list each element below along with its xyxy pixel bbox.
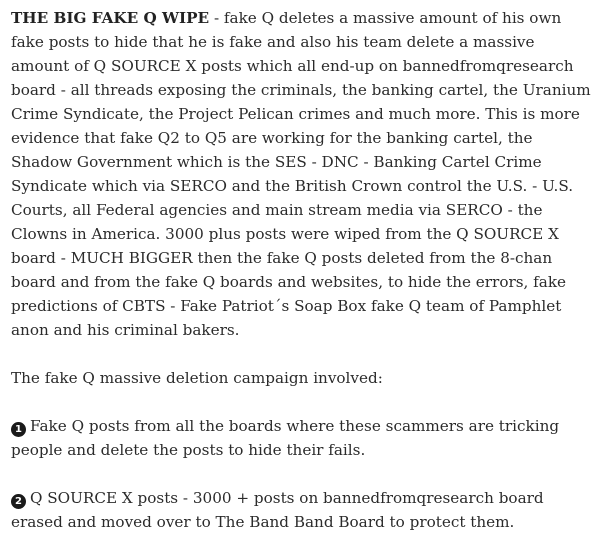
headline-lead: THE BIG FAKE Q WIPE [11, 9, 210, 27]
list-item-2-text: Q SOURCE X posts - 3000 + posts on bannedfromqresearch board erased and moved over to The Band Band Board to protect them. [11, 489, 544, 531]
intro-text: - fake Q deletes a massive amount of his own fake posts to hide that he is fake and also his team delete a massive amount of Q SOURCE X posts which all end-up on bannedfromqresearch board - all threads exposing the criminals, the banking cartel, the Uranium Crime Syndicate, the Project Pelican crimes and much more. This is more evidence that fake Q2 to Q5 are working for the banking cartel, the Shadow Government which is the SES - DNC - Banking Cartel Crime Syndicate which via SERCO and the British Crown control the U.S. - U.S. Courts, all Federal agencies and main stream media via SERCO - the Clowns in America. 3000 plus posts were wiped from the Q SOURCE X board - MUCH BIGGER then the fake Q posts deleted from the 8-chan board and from the fake Q boards and websites, to hide the errors, fake predictions of CBTS - Fake Patriot´s Soap Box fake Q team of Pamphlet anon and his criminal bakers. [11, 9, 591, 339]
list-item-2 [11, 486, 591, 534]
list-intro-paragraph: The fake Q massive deletion campaign involved: [11, 369, 383, 387]
number-one-icon: 1 [11, 422, 26, 437]
article-body [11, 6, 591, 534]
number-two-icon: 2 [11, 494, 26, 509]
list-item-1 [11, 414, 591, 462]
list-item-1-text: Fake Q posts from all the boards where these scammers are tricking people and delete the posts to hide their fails. [11, 417, 560, 459]
intro-paragraph [11, 6, 591, 342]
